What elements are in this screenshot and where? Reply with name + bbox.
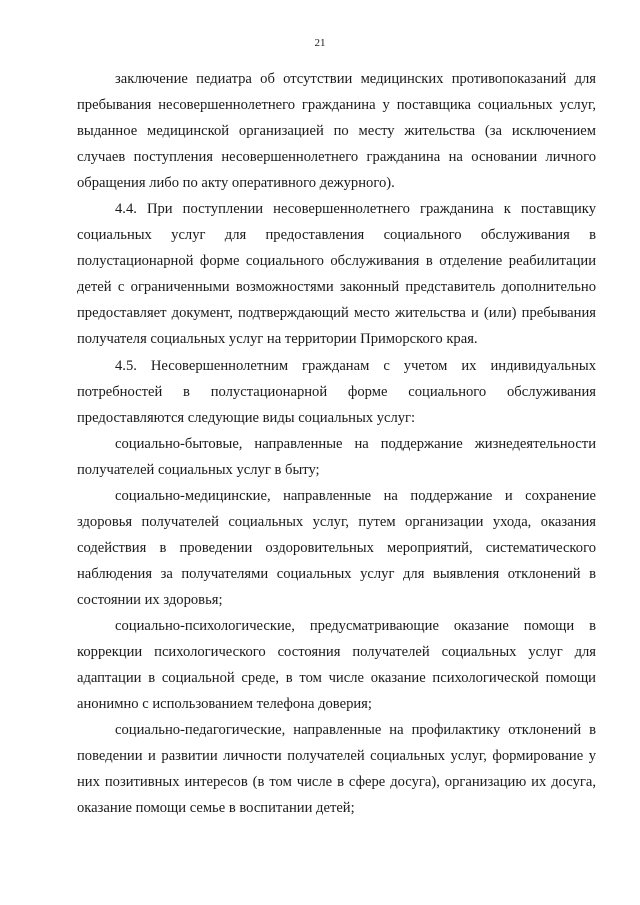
paragraph-4-4: 4.4. При поступлении несовершеннолетнего гражданина к поставщику социальных услуг для предоставления социального обслуживания в полустационарной форме социального обслуживания в отделение реабилитации детей с ограниченными возможностями законный представитель дополнительно предоставляет документ, подтверждающий место жительства и (или) пребывания получателя социальных услуг на территории Приморского края. — [77, 201, 596, 348]
paragraph-4-5: 4.5. Несовершеннолетним гражданам с учетом их индивидуальных потребностей в полустационарной форме социального обслуживания предоставляются следующие виды социальных услуг: — [77, 357, 596, 426]
paragraph-social-medical: социально-медицинские, направленные на поддержание и сохранение здоровья получателей социальных услуг, путем организации ухода, оказания содействия в проведении оздоровительных мероприятий, систематического наблюдения за получателями социальных услуг для выявления отклонений в состоянии их здоровья; — [77, 487, 596, 608]
paragraph-social-pedagogical: социально-педагогические, направленные на профилактику отклонений в поведении и развитии личности получателей социальных услуг, формирование у них позитивных интересов (в том числе в сфере досуга), организацию их досуга, оказание помощи семье в воспитании детей; — [77, 722, 596, 817]
page-number: 21 — [314, 37, 326, 49]
paragraph-medical-conclusion: заключение педиатра об отсутствии медицинских противопоказаний для пребывания несовершеннолетнего гражданина у поставщика социальных услуг, выданное медицинской организацией по месту жительства (за исключением случаев поступления несовершеннолетнего гражданина на основании личного обращения либо по акту оперативного дежурного). — [77, 71, 596, 192]
paragraph-social-psychological: социально-психологические, предусматривающие оказание помощи в коррекции психологического состояния получателей социальных услуг для адаптации в социальной среде, в том числе оказание психологической помощи анонимно с использованием телефона доверия; — [77, 617, 596, 713]
paragraph-social-household: социально-бытовые, направленные на поддержание жизнедеятельности получателей социальных услуг в быту; — [77, 435, 596, 478]
document-body — [77, 66, 596, 821]
